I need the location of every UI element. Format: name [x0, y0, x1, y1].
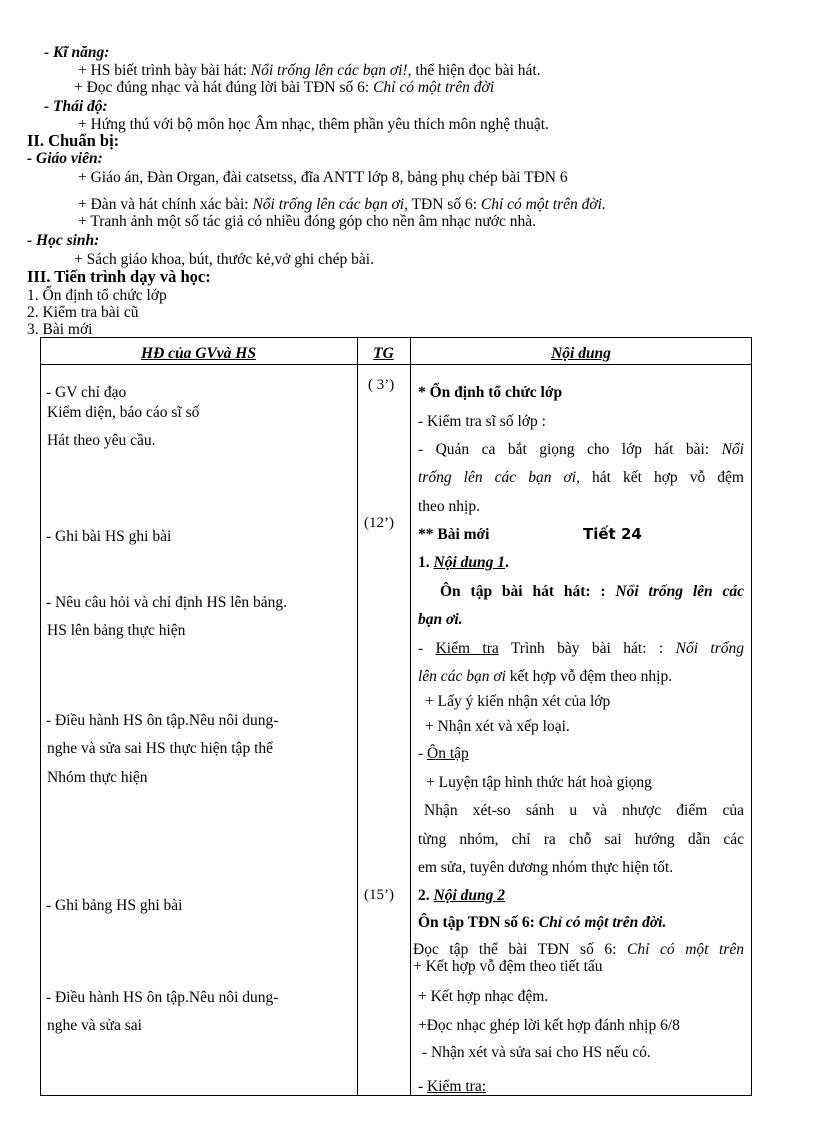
time-value: (15’) [364, 887, 394, 903]
sing-2-suffix: hát kết hợp vỗ đệm [579, 469, 744, 486]
read-song: Chỉ có một trên [627, 941, 745, 958]
check-song-a: Nổi trống [675, 640, 744, 657]
content-line: em sửa, tuyên dương nhóm thực hiện tốt. [418, 859, 674, 876]
teacher-2-song: Nổi trống lên các bạn ơi [252, 196, 405, 213]
skill-1-prefix: + HS biết trình bày bài hát: [78, 62, 251, 79]
content-2-num: 2. [418, 887, 434, 904]
content-line: Nhận xét-so sánh u và nhược điểm của [424, 802, 744, 819]
content-2-heading [418, 887, 744, 905]
content-line [418, 441, 744, 459]
check-text: Trình bày bài hát: : [498, 640, 676, 657]
sing-1-prefix: - Quản ca bắt giọng cho lớp hát bài: [418, 441, 722, 458]
content-line: + Kết hợp nhạc đệm. [418, 988, 549, 1005]
teacher-2-prefix: + Đàn và hát chính xác bài: [78, 196, 253, 213]
content-line: theo nhịp. [418, 498, 480, 515]
attitude-heading: - Thái độ: [44, 98, 108, 115]
step-3: 3. Bài mới [27, 321, 93, 338]
header-time: TG [373, 345, 394, 362]
content-line [418, 640, 744, 658]
teacher-2-song2: Chỉ có một trên đời. [480, 196, 606, 213]
content-line: - Nhận xét và sửa sai cho HS nếu có. [422, 1044, 651, 1061]
content-line [418, 668, 744, 686]
attitude-line-1: + Hứng thú với bộ môn học Âm nhạc, thêm phần yêu thích môn nghệ thuật. [78, 116, 549, 133]
student-line-1: + Sách giáo khoa, bút, thước kẻ,vở ghi chép bài. [74, 251, 374, 268]
review-prefix: - [418, 745, 428, 762]
content-line: bạn ơi. [418, 611, 463, 628]
step-1: 1. Ổn định tổ chức lớp [27, 287, 167, 304]
skill-2-prefix: + Đọc đúng nhạc và hát đúng lời bài TĐN số 6: [74, 79, 374, 96]
activity-line: - Điều hành HS ôn tập.Nêu nôi dung- [46, 712, 279, 729]
review-song-prefix: Ôn tập bài hát hát: : [440, 583, 616, 600]
activity-line: - Nêu câu hỏi và chỉ định HS lên bảng. [46, 594, 288, 611]
content-line: - Kiểm tra sĩ số lớp : [418, 413, 546, 430]
time-value: (12’) [364, 515, 394, 531]
skill-1-suffix: , thể hiện đọc bài hát. [407, 62, 541, 79]
new-lesson-heading: ** Bài mới [418, 526, 490, 543]
teacher-heading: - Giáo viên: [27, 150, 103, 167]
skill-line-1 [78, 62, 541, 79]
prep-heading: II. Chuẩn bị: [27, 131, 120, 150]
activity-line: - Ghi bảng HS ghi bài [46, 897, 183, 914]
content-line: +Đọc nhạc ghép lời kết hợp đánh nhịp 6/8 [418, 1017, 680, 1034]
content-line: + Luyện tập hình thức hát hoà giọng [426, 774, 652, 791]
activity-line: - Ghi bài HS ghi bài [46, 528, 172, 545]
activity-line: Kiểm diện, báo cáo sĩ số [47, 404, 200, 421]
content-line: + Kết hợp vỗ đệm theo tiết tấu [413, 958, 603, 975]
teacher-line-2 [78, 196, 606, 213]
time-value: ( 3’) [368, 377, 395, 393]
content-1-num: 1. [418, 554, 434, 571]
process-heading: III. Tiến trình dạy và học: [27, 267, 211, 286]
content-line [418, 469, 744, 487]
activity-line: nghe và sửa sai HS thực hiện tập thể [47, 740, 273, 757]
content-line [418, 914, 744, 932]
content-1-heading [418, 554, 744, 572]
step-2: 2. Kiểm tra bài cũ [27, 304, 139, 321]
activity-line: nghe và sửa sai [47, 1017, 142, 1034]
content-1-dot: . [505, 554, 509, 571]
check-label: Kiểm tra [435, 640, 499, 657]
activity-line: HS lên bảng thực hiện [47, 622, 186, 639]
skill-line-2 [74, 79, 494, 96]
check-prefix: - [418, 640, 436, 657]
check-suffix: kết hợp vỗ đệm theo nhịp. [505, 668, 673, 685]
skill-1-song: Nổi trống lên các bạn ơi! [250, 62, 408, 79]
content-line: * Ổn định tổ chức lớp [418, 384, 563, 401]
skills-heading: - Kĩ năng: [44, 44, 110, 61]
table-col-divider-2 [410, 337, 411, 1096]
sing-2-song: trống lên các bạn ơi, [418, 469, 580, 486]
content-1-label: Nội dung 1 [433, 554, 505, 571]
activity-line: Nhóm thực hiện [47, 769, 148, 786]
student-heading: - Học sinh: [27, 232, 100, 249]
content-2-label: Nội dung 2 [433, 887, 505, 904]
skill-2-song: Chỉ có một trên đời [373, 79, 495, 96]
read-prefix: Đọc tập thể bài TĐN số 6: [413, 941, 628, 958]
activity-line: - GV chỉ đạo [46, 384, 127, 401]
check2-label: Kiểm tra: [427, 1078, 487, 1095]
teacher-line-1: + Giáo án, Đàn Organ, đài catsetss, đĩa ANTT lớp 8, bảng phụ chép bài TĐN 6 [78, 169, 568, 186]
table-col-divider-1 [357, 337, 358, 1096]
content-line: từng nhóm, chỉ ra chỗ sai hướng dẫn các [418, 831, 744, 848]
period-label: Tiết 24 [583, 525, 642, 543]
check-song-b: lên các bạn ơi [418, 668, 506, 685]
teacher-2-mid: , TĐN số 6: [404, 196, 481, 213]
review-song-a: Nổi trống lên các [615, 583, 744, 600]
review-tdn-song: Chỉ có một trên đời. [538, 914, 667, 931]
sing-1-song: Nổi [721, 441, 744, 458]
content-line: + Lấy ý kiến nhận xét của lớp [425, 693, 611, 710]
content-line: + Nhận xét và xếp loại. [425, 718, 570, 735]
review-label: Ôn tập [427, 745, 469, 762]
check2-prefix: - [418, 1078, 428, 1095]
content-line [418, 1078, 744, 1096]
activity-line: Hát theo yêu cầu. [47, 432, 156, 449]
review-tdn-prefix: Ôn tập TĐN số 6: [418, 914, 539, 931]
content-line [418, 745, 744, 763]
activity-line: - Điều hành HS ôn tập.Nêu nôi dung- [46, 989, 279, 1006]
header-content: Nội dung [551, 345, 611, 362]
content-line [440, 583, 744, 601]
table-header-divider [40, 364, 752, 365]
content-line [413, 941, 744, 959]
header-activities: HĐ của GVvà HS [141, 345, 256, 362]
teacher-line-3: + Tranh ảnh một số tác giả có nhiều đóng góp cho nền âm nhạc nước nhà. [78, 213, 536, 230]
